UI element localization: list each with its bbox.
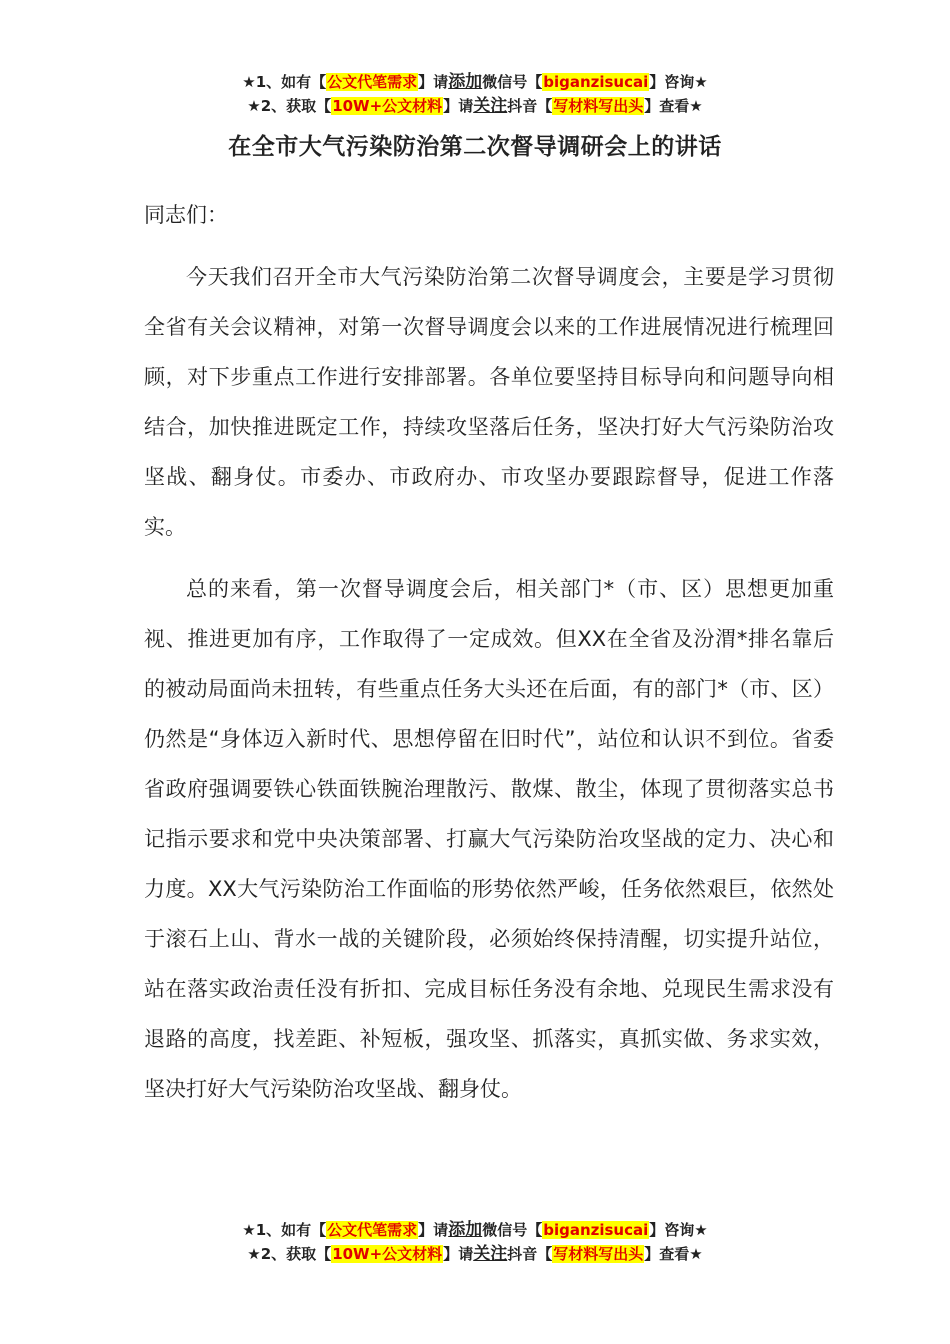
banner-text: 微信号【 — [482, 1221, 543, 1239]
banner-line-2 — [0, 1242, 950, 1266]
banner-text: 】查看★ — [644, 97, 703, 115]
banner-text: 】查看★ — [644, 1245, 703, 1263]
banner-highlight: biganzisucai — [543, 73, 649, 91]
banner-line-1 — [0, 70, 950, 94]
banner-text: 】咨询★ — [649, 1221, 708, 1239]
banner-highlight: 公文代笔需求 — [327, 1221, 418, 1239]
banner-line-1 — [0, 1218, 950, 1242]
paragraph: 总的来看，第一次督导调度会后，相关部门*（市、区）思想更加重视、推进更加有序，工作取得了一定成效。但XX在全省及汾渭*排名靠后的被动局面尚未扭转，有些重点任务大头还在后面，有的部门*（市、区）仍然是“身体迈入新时代、思想停留在旧时代”，站位和认识不到位。省委省政府强调要铁心铁面铁腕治理散污、散煤、散尘，体现了贯彻落实总书记指示要求和党中央决策部署、打赢大气污染防治攻坚战的定力、决心和力度。XX大气污染防治工作面临的形势依然严峻，任务依然艰巨，依然处于滚石上山、背水一战的关键阶段，必须始终保持清醒，切实提升站位，站在落实政治责任没有折扣、完成目标任务没有余地、兑现民生需求没有退路的高度，找差距、补短板，强攻坚、抓落实，真抓实做、务求实效，坚决打好大气污染防治攻坚战、翻身仗。 — [144, 577, 834, 1101]
banner-highlight: biganzisucai — [543, 1221, 649, 1239]
banner-line-2 — [0, 94, 950, 118]
banner-text: 】请 — [418, 1221, 449, 1239]
banner-underline-text: 添加 — [448, 1220, 483, 1240]
salutation: 同志们： — [144, 203, 228, 227]
banner-highlight: 10W+公文材料 — [332, 1245, 443, 1263]
banner-text: 抖音【 — [507, 1245, 553, 1263]
paragraph: 今天我们召开全市大气污染防治第二次督导调度会，主要是学习贯彻全省有关会议精神，对第一次督导调度会以来的工作进展情况进行梳理回顾，对下步重点工作进行安排部署。各单位要坚持目标导向和问题导向相结合，加快推进既定工作，持续攻坚落后任务，坚决打好大气污染防治攻坚战、翻身仗。市委办、市政府办、市攻坚办要跟踪督导，促进工作落实。 — [144, 265, 834, 539]
banner-text: 抖音【 — [507, 97, 553, 115]
banner-underline-text: 关注 — [473, 1244, 508, 1264]
bottom-banner — [0, 1218, 950, 1266]
document-title: 在全市大气污染防治第二次督导调研会上的讲话 — [228, 134, 722, 160]
banner-underline-text: 添加 — [448, 72, 483, 92]
banner-text: ★1、如有【 — [242, 1221, 327, 1239]
banner-highlight: 10W+公文材料 — [332, 97, 443, 115]
banner-text: ★1、如有【 — [242, 73, 327, 91]
banner-text: ★2、获取【 — [247, 97, 332, 115]
banner-text: 】请 — [443, 97, 474, 115]
document-body — [144, 190, 834, 1114]
banner-text: 】请 — [443, 1245, 474, 1263]
banner-text: 微信号【 — [482, 73, 543, 91]
banner-highlight: 公文代笔需求 — [327, 73, 418, 91]
banner-highlight: 写材料写出头 — [553, 97, 644, 115]
banner-highlight: 写材料写出头 — [553, 1245, 644, 1263]
banner-underline-text: 关注 — [473, 96, 508, 116]
banner-text: 】咨询★ — [649, 73, 708, 91]
banner-text: ★2、获取【 — [247, 1245, 332, 1263]
top-banner — [0, 70, 950, 118]
banner-text: 】请 — [418, 73, 449, 91]
